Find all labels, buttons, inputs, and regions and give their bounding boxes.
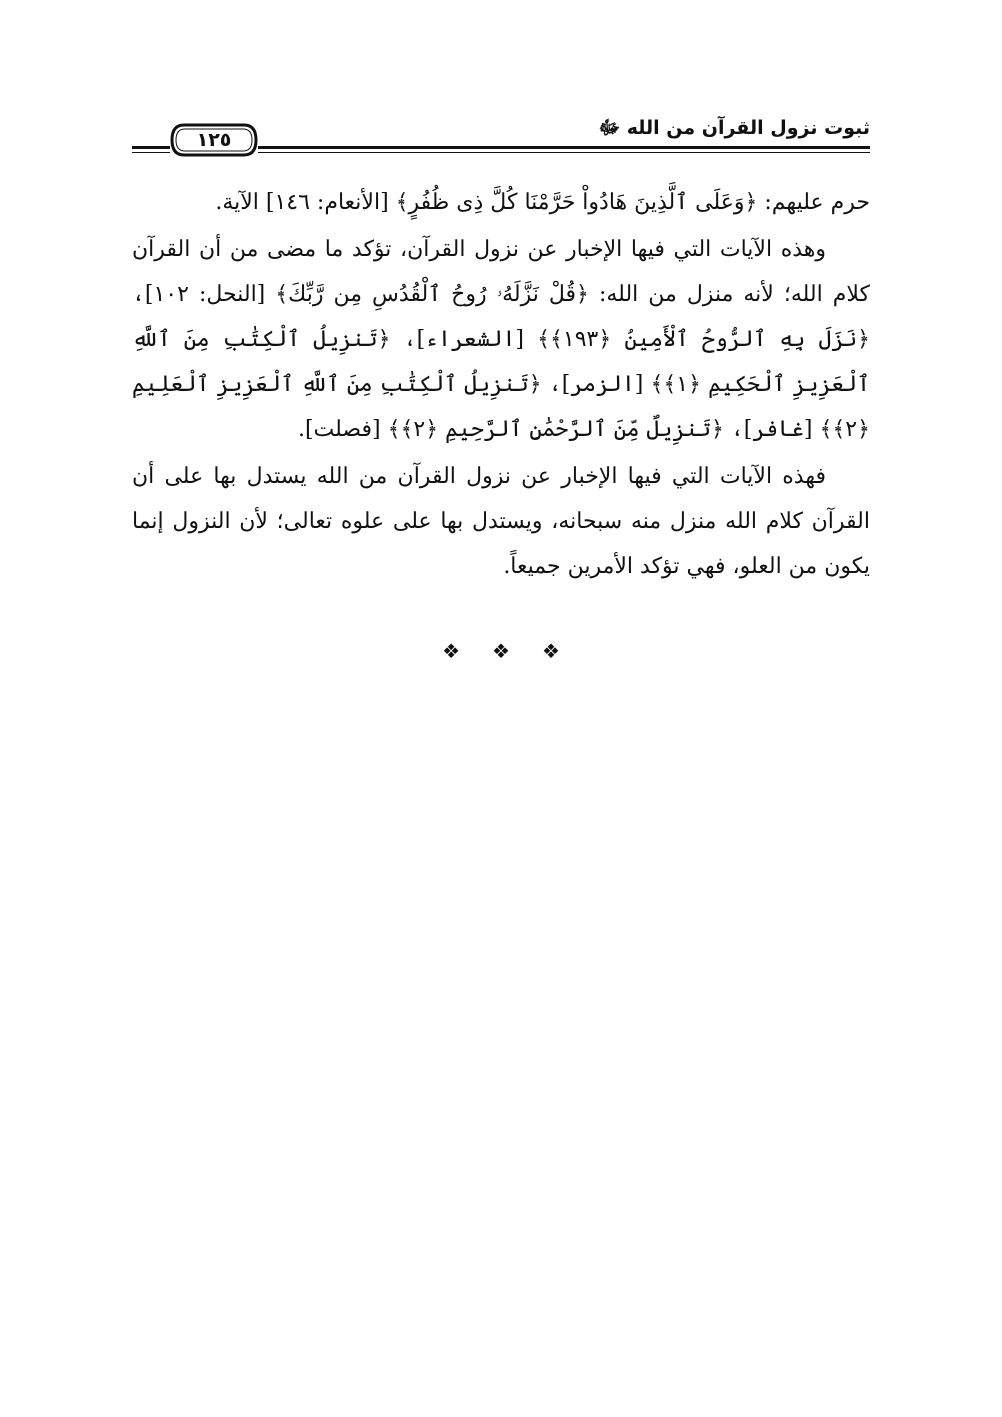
body-text [132, 180, 870, 591]
paragraph-text: [النحل: ١٠٢]، [132, 282, 276, 307]
quran-verse: ﴿تَنزِيلُ ٱلْكِتَٰبِ مِنَ ٱللَّهِ ٱلْعَزِيزِ ٱلْحَكِيمِ ﴿١﴾﴾ [132, 327, 870, 397]
header-rule-right-thin [258, 152, 870, 153]
paragraph [132, 180, 870, 225]
paragraph-text: [الزمر]، [541, 372, 651, 397]
paragraph-text: [الشعراء]، [390, 327, 538, 352]
paragraph-text: [الأنعام: ١٤٦] الآية. [215, 190, 396, 215]
header-rule-left-thin [132, 152, 170, 153]
ornament-diamond-icon: ❖ [541, 639, 560, 663]
paragraph-text: [غافر]، [723, 417, 820, 442]
paragraph-text: وهذه الآيات التي فيها الإخبار عن نزول القرآن، تؤكد ما مضى من أن القرآن كلام الله؛ لأنه منزل من الله: [132, 237, 870, 307]
paragraph-text: فهذه الآيات التي فيها الإخبار عن نزول القرآن من الله يستدل بها على أن القرآن كلام الله منزل منه سبحانه، ويستدل بها على علوه تعالى؛ لأن النزول إنما يكون من العلو، فهي تؤكد الأمرين جميعاً. [132, 464, 870, 579]
paragraph [132, 454, 870, 589]
header-rule-left-thick [132, 146, 170, 149]
ornament-diamond-icon: ❖ [492, 639, 510, 663]
quran-verse: ﴿نَزَلَ بِهِ ٱلرُّوحُ ٱلْأَمِينُ ﴿١٩٣﴾﴾ [537, 327, 871, 352]
quran-verse: ﴿تَنزِيلُ ٱلْكِتَٰبِ مِنَ ٱللَّهِ ٱلْعَزِيزِ ٱلْعَلِيمِ ﴿٢﴾﴾ [132, 372, 870, 442]
paragraph [132, 227, 870, 452]
quran-verse: ﴿تَنزِيلٌ مِّنَ ٱلرَّحْمَٰنِ ٱلرَّحِيمِ ﴿٢﴾﴾ [387, 417, 724, 442]
page-number: ١٢٥ [196, 129, 232, 151]
quran-verse: ﴿قُلْ نَزَّلَهُۥ رُوحُ ٱلْقُدُسِ مِن رَّبِّكَ﴾ [275, 282, 589, 307]
section-end-ornaments [132, 636, 870, 666]
paragraph-text: [فصلت]. [297, 417, 388, 442]
running-header [132, 110, 870, 162]
ornament-diamond-icon: ❖ [442, 639, 461, 663]
header-title: ثبوت نزول القرآن من الله ﷻ [598, 117, 870, 139]
quran-verse: ﴿وَعَلَى ٱلَّذِينَ هَادُواْ حَرَّمْنَا كُلَّ ذِى ظُفُرٍ﴾ [395, 190, 758, 215]
page-number-frame [170, 122, 258, 158]
header-rule-right-thick [258, 146, 870, 149]
paragraph-text: حرم عليهم: [757, 190, 870, 215]
